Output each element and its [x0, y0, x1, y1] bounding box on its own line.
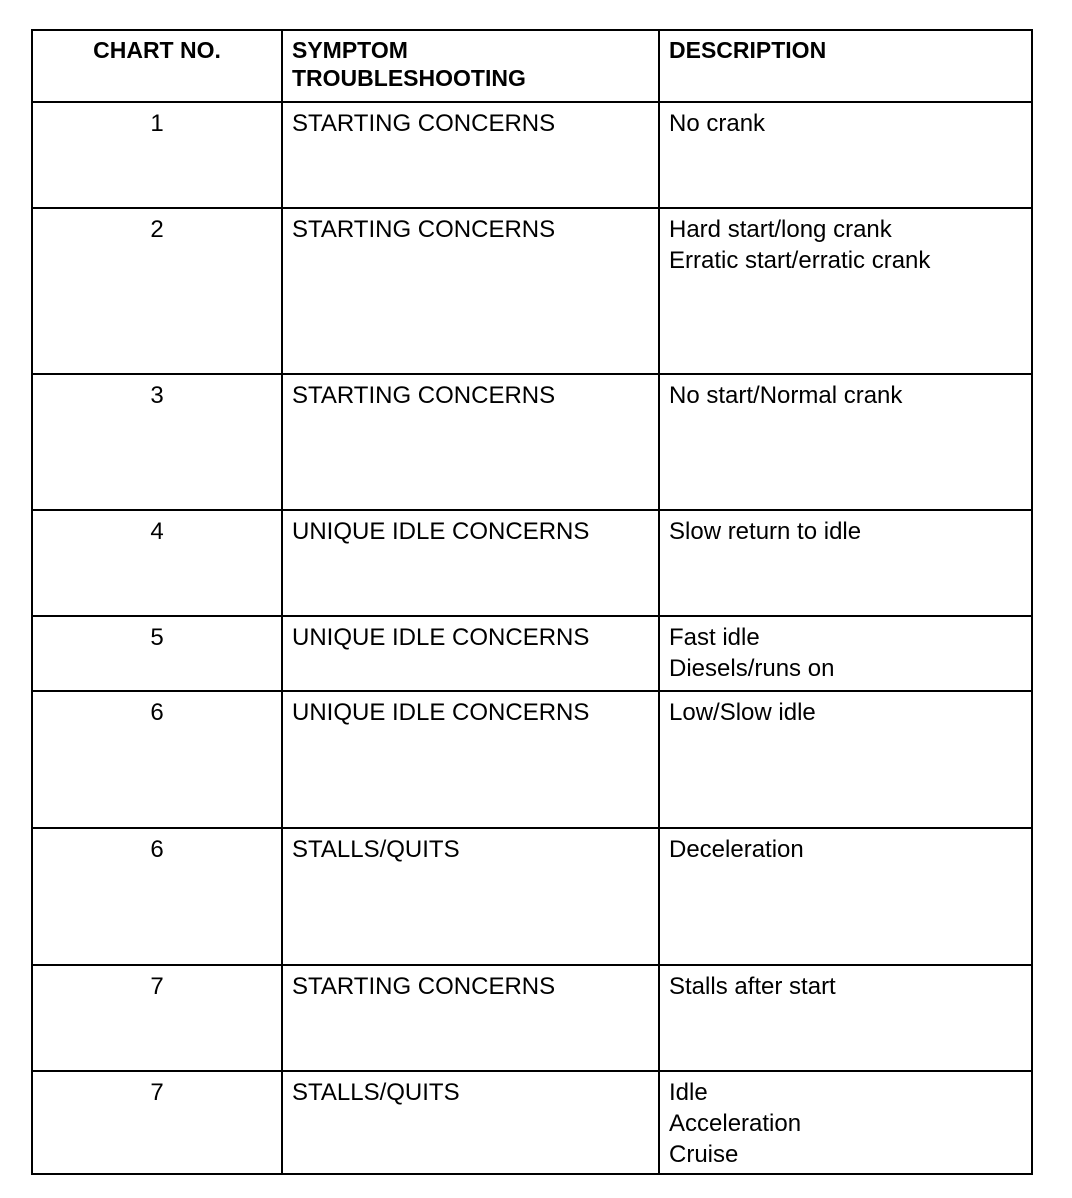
chart-no-cell [32, 1071, 282, 1174]
chart-no-value: 5 [150, 624, 164, 651]
header-chart-no-label: CHART NO. [93, 37, 221, 63]
chart-no-value: 6 [150, 699, 164, 726]
symptom-value: UNIQUE IDLE CONCERNS [292, 699, 590, 726]
table-row [32, 208, 1032, 374]
description-cell [659, 691, 1032, 828]
description-cell [659, 510, 1032, 616]
header-chart-no [32, 30, 282, 102]
symptom-value: STARTING CONCERNS [292, 382, 556, 409]
description-line: Diesels/runs on [669, 655, 835, 682]
description-line: Deceleration [669, 836, 804, 863]
description-line: Fast idle [669, 624, 760, 651]
chart-no-cell [32, 616, 282, 691]
symptom-cell [282, 102, 659, 208]
symptom-value: STARTING CONCERNS [292, 973, 556, 1000]
symptom-cell [282, 510, 659, 616]
table-row [32, 1071, 1032, 1174]
description-cell [659, 1071, 1032, 1174]
chart-no-cell [32, 208, 282, 374]
symptom-cell [282, 208, 659, 374]
description-line: Slow return to idle [669, 518, 862, 545]
chart-no-value: 7 [150, 1079, 164, 1106]
description-cell [659, 828, 1032, 965]
symptom-value: STALLS/QUITS [292, 1079, 460, 1106]
chart-no-cell [32, 828, 282, 965]
chart-no-cell [32, 510, 282, 616]
troubleshooting-chart-table [31, 29, 1033, 1175]
chart-no-value: 4 [150, 518, 164, 545]
chart-no-value: 2 [150, 216, 164, 243]
description-cell [659, 208, 1032, 374]
description-line: Acceleration [669, 1110, 802, 1137]
header-description-label: DESCRIPTION [669, 37, 827, 63]
chart-no-cell [32, 374, 282, 510]
chart-no-cell [32, 965, 282, 1071]
table-row [32, 691, 1032, 828]
table-row [32, 828, 1032, 965]
table-row [32, 510, 1032, 616]
chart-no-value: 7 [150, 973, 164, 1000]
chart-no-value: 6 [150, 836, 164, 863]
symptom-cell [282, 828, 659, 965]
description-line: Idle [669, 1079, 708, 1106]
table-row [32, 965, 1032, 1071]
header-symptom-label-2: TROUBLESHOOTING [292, 65, 526, 91]
header-symptom-label-1: SYMPTOM [292, 37, 408, 63]
symptom-cell [282, 691, 659, 828]
description-line: Hard start/long crank [669, 216, 892, 243]
symptom-value: STARTING CONCERNS [292, 110, 556, 137]
symptom-value: UNIQUE IDLE CONCERNS [292, 624, 590, 651]
chart-no-cell [32, 102, 282, 208]
header-symptom [282, 30, 659, 102]
symptom-value: STALLS/QUITS [292, 836, 460, 863]
symptom-value: UNIQUE IDLE CONCERNS [292, 518, 590, 545]
description-line: Erratic start/erratic crank [669, 247, 931, 274]
description-line: Stalls after start [669, 973, 836, 1000]
table-row [32, 374, 1032, 510]
description-line: Cruise [669, 1141, 739, 1168]
description-cell [659, 965, 1032, 1071]
description-cell [659, 616, 1032, 691]
description-cell [659, 374, 1032, 510]
symptom-cell [282, 616, 659, 691]
table-row [32, 616, 1032, 691]
symptom-cell [282, 965, 659, 1071]
chart-no-value: 1 [150, 110, 164, 137]
description-line: No crank [669, 110, 766, 137]
symptom-value: STARTING CONCERNS [292, 216, 556, 243]
description-cell [659, 102, 1032, 208]
symptom-cell [282, 1071, 659, 1174]
chart-no-value: 3 [150, 382, 164, 409]
chart-no-cell [32, 691, 282, 828]
description-line: Low/Slow idle [669, 699, 816, 726]
symptom-cell [282, 374, 659, 510]
header-row [32, 30, 1032, 102]
table-row [32, 102, 1032, 208]
header-description [659, 30, 1032, 102]
description-line: No start/Normal crank [669, 382, 903, 409]
